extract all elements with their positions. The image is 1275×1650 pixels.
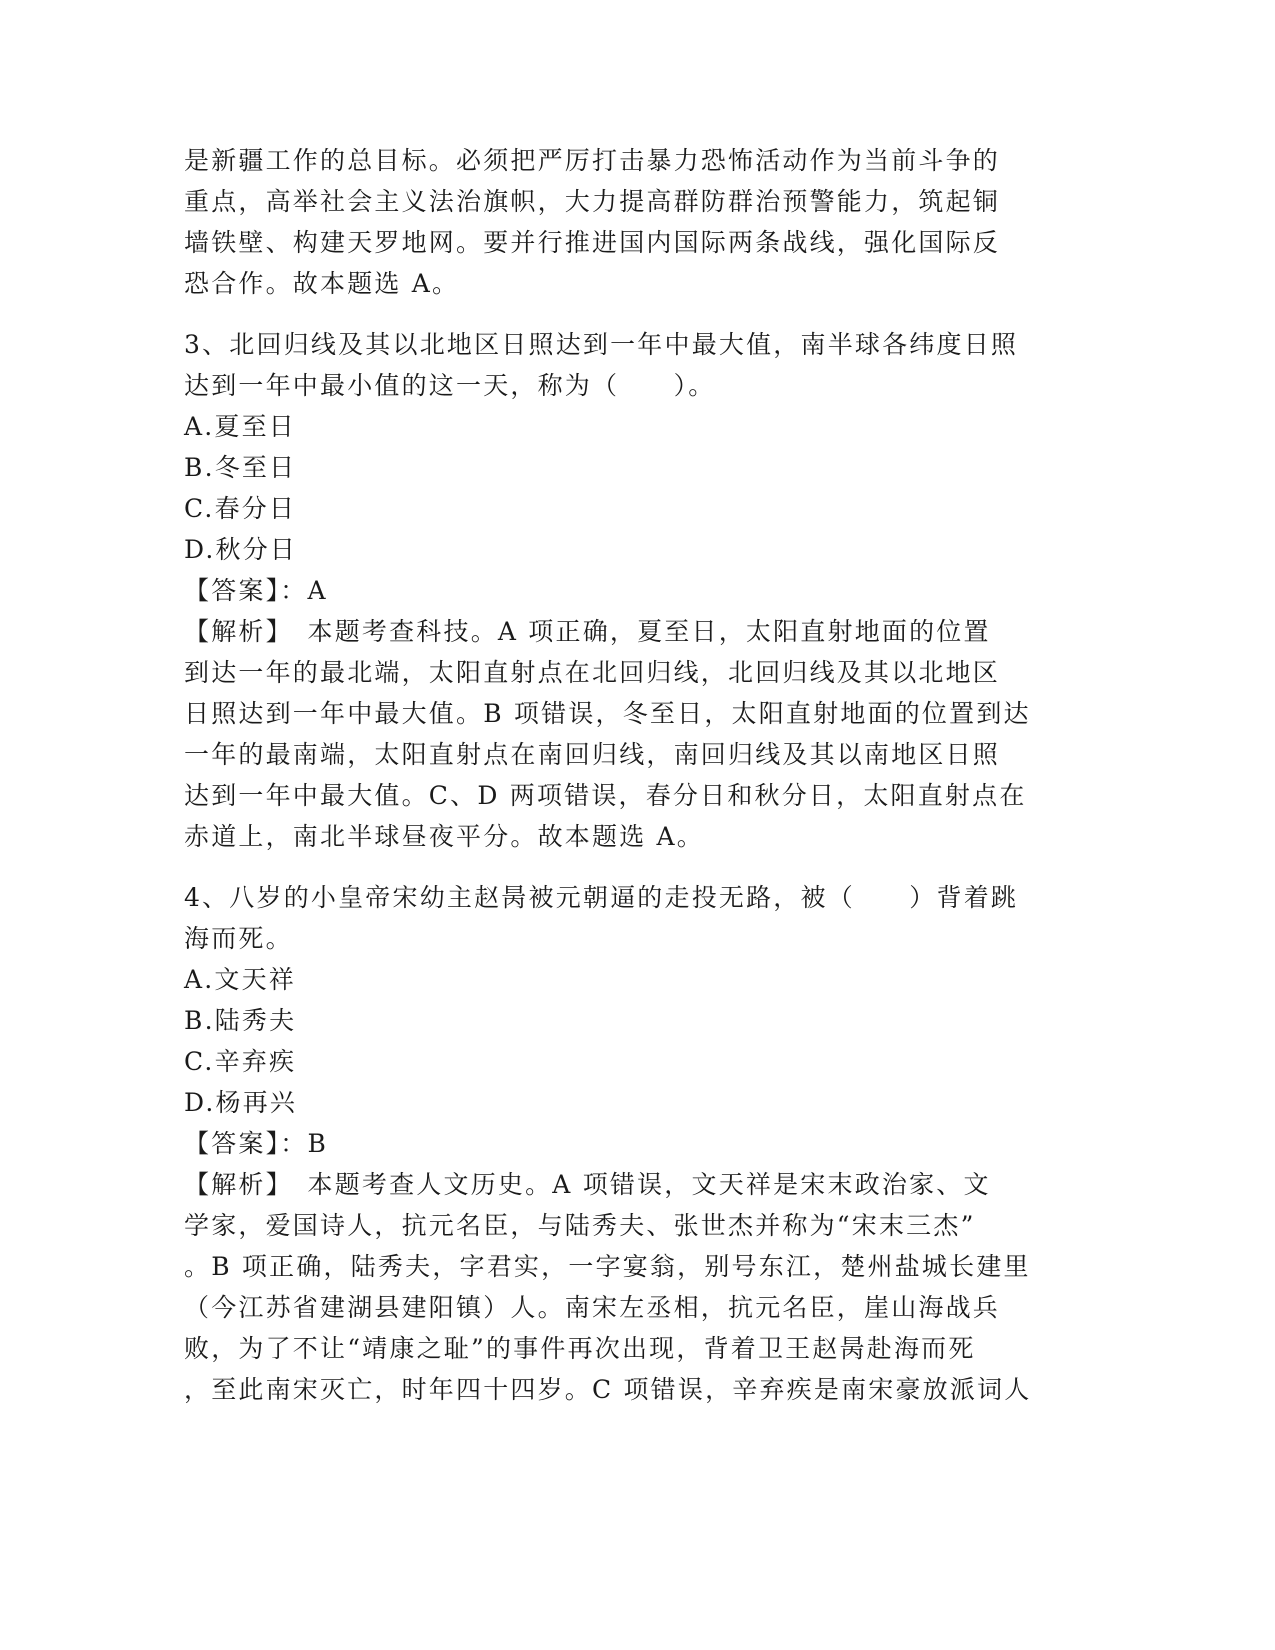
analysis-line: 【解析】 本题考查科技。A 项正确，夏至日，太阳直射地面的位置 [184,617,991,646]
option-b: B.陆秀夫 [184,1006,297,1035]
question-stem: 3、北回归线及其以北地区日照达到一年中最大值，南半球各纬度日照 [184,330,1019,359]
text-line: 墙铁壁、构建天罗地网。要并行推进国内国际两条战线，强化国际反 [184,228,1001,257]
option-a: A.文天祥 [184,965,297,994]
analysis-line: 学家，爱国诗人，抗元名臣，与陆秀夫、张世杰并称为“宋末三杰” [184,1211,976,1240]
analysis-line: 到达一年的最北端，太阳直射点在北回归线，北回归线及其以北地区 [184,658,1001,687]
question-stem: 达到一年中最小值的这一天，称为（ ）。 [184,371,716,400]
option-c: C.春分日 [184,494,297,523]
text-line: 恐合作。故本题选 A。 [184,269,460,298]
analysis-line: ，至此南宋灭亡，时年四十四岁。C 项错误，辛弃疾是南宋豪放派词人 [184,1375,1032,1404]
question-stem: 海而死。 [184,924,293,953]
option-d: D.秋分日 [184,535,298,564]
analysis-line: 达到一年中最大值。C、D 两项错误，春分日和秋分日，太阳直射点在 [184,781,1027,810]
analysis-line: 赤道上，南北半球昼夜平分。故本题选 A。 [184,822,705,851]
option-c: C.辛弃疾 [184,1047,297,1076]
option-b: B.冬至日 [184,453,297,482]
answer: 【答案】：A [184,576,328,605]
analysis-line: 日照达到一年中最大值。B 项错误，冬至日，太阳直射地面的位置到达 [184,699,1031,728]
analysis-line: 。B 项正确，陆秀夫，字君实，一字宴翁，别号东江，楚州盐城长建里 [184,1252,1031,1281]
text-line: 重点，高举社会主义法治旗帜，大力提高群防群治预警能力，筑起铜 [184,187,1001,216]
previous-explanation-tail [184,140,1064,304]
analysis-line: 一年的最南端，太阳直射点在南回归线，南回归线及其以南地区日照 [184,740,1001,769]
answer: 【答案】：B [184,1129,329,1158]
option-d: D.杨再兴 [184,1088,298,1117]
question-3 [184,324,1064,857]
document-page [184,140,1064,1410]
text-line: 是新疆工作的总目标。必须把严厉打击暴力恐怖活动作为当前斗争的 [184,146,1001,175]
analysis-line: （今江苏省建湖县建阳镇）人。南宋左丞相，抗元名臣，崖山海战兵 [184,1293,1001,1322]
analysis-line: 【解析】 本题考查人文历史。A 项错误，文天祥是宋末政治家、文 [184,1170,991,1199]
analysis-line: 败，为了不让“靖康之耻”的事件再次出现，背着卫王赵昺赴海而死 [184,1334,976,1363]
question-4 [184,877,1064,1410]
option-a: A.夏至日 [184,412,297,441]
question-stem: 4、八岁的小皇帝宋幼主赵昺被元朝逼的走投无路，被（ ）背着跳 [184,883,1019,912]
